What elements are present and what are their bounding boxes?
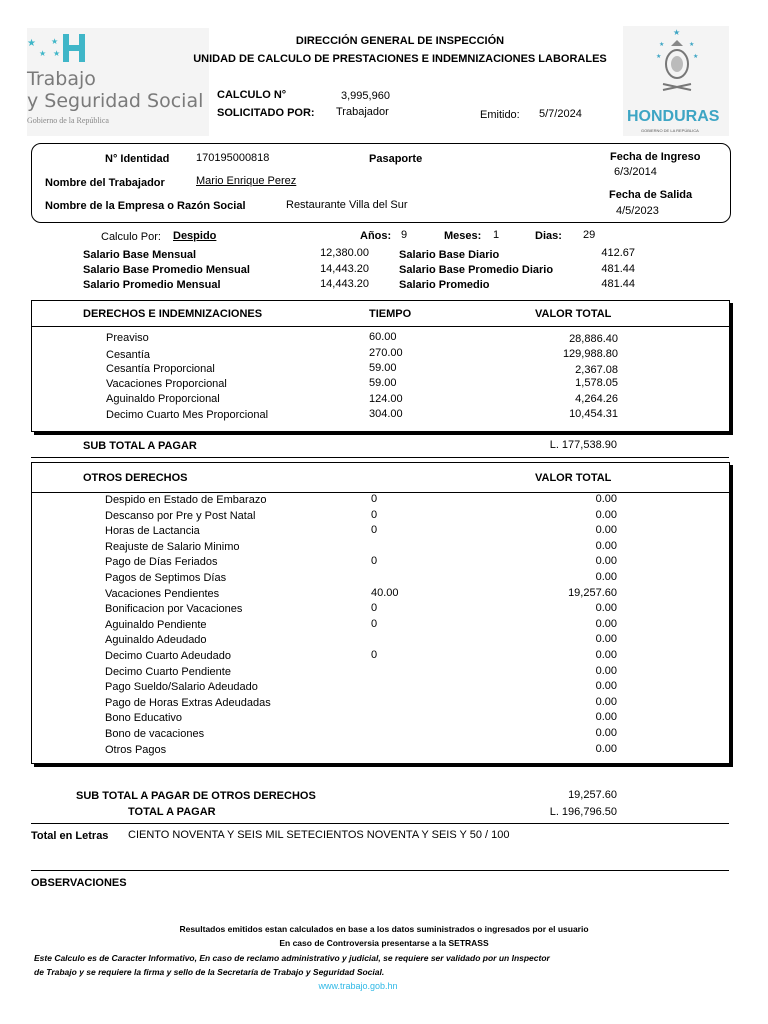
row-valor: 4,264.26 [575,393,618,405]
row-tiempo: 60.00 [369,331,397,343]
otros-row-valor: 19,257.60 [568,587,617,599]
solicitado-label: SOLICITADO POR: [217,107,315,119]
honduras-wordmark: HONDURAS [627,108,720,125]
otros-row-tiempo: 0 [371,602,378,614]
otros-row-valor: 0.00 [595,555,617,567]
letras-label: Total en Letras [31,830,109,842]
nombre-value: Mario Enrique Perez [196,175,297,187]
calculo-por-label: Calculo Por: [101,231,161,243]
doc-title-2: UNIDAD DE CALCULO DE PRESTACIONES E INDEMNIZACIONES LABORALES [193,53,607,65]
calculo-label: CALCULO N° [217,89,287,101]
otros-row-concepto: Descanso por Pre y Post Natal [105,510,256,522]
row-tiempo: 304.00 [369,408,403,420]
footer-line-1: Resultados emitidos estan calculados en base a los datos suministrados o ingresados por el usuario [179,924,589,934]
salida-label: Fecha de Salida [609,189,693,201]
solicitado-value: Trabajador [336,106,389,118]
anos-label: Años: [360,230,392,242]
svg-text:★: ★ [693,54,699,60]
emitido-value: 5/7/2024 [539,108,582,120]
subtotal-value: L. 177,538.90 [549,439,617,451]
otros-row-tiempo: 40.00 [371,587,399,599]
sal-base-prom-mensual-value: 14,443.20 [320,263,369,275]
otros-row-valor: 0.00 [595,665,617,677]
nombre-label: Nombre del Trabajador [45,177,165,189]
otros-row-concepto: Vacaciones Pendientes [105,588,220,600]
total-value: L. 196,796.50 [549,806,617,818]
otros-row-concepto: Pagos de Septimos Días [105,572,227,584]
otros-row-valor: 0.00 [595,680,617,692]
row-valor: 2,367.08 [575,364,618,376]
svg-text:★: ★ [53,49,61,58]
table-row [32,347,729,362]
otros-row-valor: 0.00 [595,711,617,723]
coat-of-arms-icon [653,26,701,94]
sal-base-prom-mensual-label: Salario Base Promedio Mensual [83,264,250,276]
sal-base-diario-label: Salario Base Diario [399,249,500,261]
otros-row-concepto: Bono Educativo [105,712,183,724]
stars-h-icon [27,32,97,68]
row-tiempo: 124.00 [369,393,403,405]
sal-prom-label: Salario Promedio [399,279,490,291]
otros-row-valor: 0.00 [595,509,617,521]
row-concepto: Vacaciones Proporcional [106,378,227,390]
table-row [32,331,729,346]
honduras-sub: GOBIERNO DE LA REPÚBLICA [641,128,699,133]
svg-text:★: ★ [656,54,662,60]
footer-line-4: de Trabajo y se requiere la firma y sello de la Secretaría de Trabajo y Seguridad Social. [34,967,385,977]
otros-row-concepto: Decimo Cuarto Adeudado [105,650,231,662]
empresa-label: Nombre de la Empresa o Razón Social [45,200,246,212]
otros-row-concepto: Pago Sueldo/Salario Adeudado [105,681,258,693]
otros-row-valor: 0.00 [595,696,617,708]
otros-row-concepto: Aguinaldo Adeudado [105,634,207,646]
otros-row-concepto: Pago de Días Feriados [105,556,218,568]
meses-value: 1 [493,229,500,241]
emitido-label: Emitido: [480,109,520,121]
sal-base-diario-value: 412.67 [601,247,635,259]
row-tiempo: 59.00 [369,362,397,374]
table-row [32,393,729,408]
otros-row-concepto: Decimo Cuarto Pendiente [105,666,231,678]
pasaporte-label: Pasaporte [369,153,423,165]
otros-row-concepto: Aguinaldo Pendiente [105,619,207,631]
empresa-value: Restaurante Villa del Sur [286,199,408,211]
brand-line2: y Seguridad Social [27,90,204,112]
table-row [32,362,729,377]
salida-value: 4/5/2023 [616,205,659,217]
row-valor: 10,454.31 [569,408,618,420]
otros-row-valor: 0.00 [595,571,617,583]
meses-label: Meses: [444,230,482,242]
derechos-col-concepto: DERECHOS E INDEMNIZACIONES [83,308,263,320]
id-value: 170195000818 [196,152,270,164]
sal-base-mensual-label: Salario Base Mensual [83,249,197,261]
otros-row-valor: 0.00 [595,493,617,505]
otros-row-valor: 0.00 [595,602,617,614]
svg-text:★: ★ [39,49,47,58]
calculo-value: 3,995,960 [341,90,390,102]
derechos-col-valor: VALOR TOTAL [535,308,612,320]
subtotal-otros-value: 19,257.60 [568,789,617,801]
trabajo-logo [27,28,209,136]
row-tiempo: 59.00 [369,377,397,389]
otros-row-tiempo: 0 [371,509,378,521]
otros-row-concepto: Despido en Estado de Embarazo [105,494,267,506]
sal-prom-value: 481.44 [601,278,635,290]
sal-prom-mensual-label: Salario Promedio Mensual [83,279,221,291]
otros-row-tiempo: 0 [371,649,378,661]
table-row [32,377,729,392]
honduras-logo [623,26,729,136]
website-link[interactable]: www.trabajo.gob.hn [318,981,398,991]
row-valor: 1,578.05 [575,377,618,389]
derechos-table [31,300,730,432]
doc-title-1: DIRECCIÓN GENERAL DE INSPECCIÓN [295,35,505,47]
otros-row-concepto: Reajuste de Salario Minimo [105,541,240,553]
otros-row-valor: 0.00 [595,727,617,739]
row-valor: 129,988.80 [562,348,618,360]
otros-row-concepto: Bono de vacaciones [105,728,205,740]
row-concepto: Preaviso [106,332,149,344]
otros-row-valor: 0.00 [595,540,617,552]
observaciones-label: OBSERVACIONES [31,877,127,889]
footer-line-2: En caso de Controversia presentarse a la SETRASS [279,938,489,948]
subtotal-label: SUB TOTAL A PAGAR [83,440,197,452]
row-concepto: Cesantía Proporcional [106,363,215,375]
row-concepto: Decimo Cuarto Mes Proporcional [106,409,269,421]
letras-value: CIENTO NOVENTA Y SEIS MIL SETECIENTOS NOVENTA Y SEIS Y 50 / 100 [128,829,510,841]
subtotal-otros-label: SUB TOTAL A PAGAR DE OTROS DERECHOS [76,790,316,802]
svg-text:★: ★ [689,42,695,48]
dias-label: Dias: [535,230,562,242]
id-label: N° Identidad [105,153,170,165]
calculo-por-value: Despido [173,230,217,242]
otros-row-concepto: Horas de Lactancia [105,525,200,537]
otros-col-concepto: OTROS DERECHOS [83,472,188,484]
row-concepto: Cesantía [106,349,151,361]
sal-base-prom-diario-label: Salario Base Promedio Diario [399,264,554,276]
row-concepto: Aguinaldo Proporcional [106,393,220,405]
otros-row-concepto: Otros Pagos [105,744,167,756]
otros-col-valor: VALOR TOTAL [535,472,612,484]
sal-prom-mensual-value: 14,443.20 [320,278,369,290]
otros-row-tiempo: 0 [371,555,378,567]
ingreso-label: Fecha de Ingreso [610,151,701,163]
otros-row-tiempo: 0 [371,618,378,630]
otros-row-valor: 0.00 [595,524,617,536]
row-valor: 28,886.40 [569,333,618,345]
otros-row-tiempo: 0 [371,493,378,505]
row-tiempo: 270.00 [369,347,403,359]
brand-sub: Gobierno de la República [27,116,109,125]
sal-base-mensual-value: 12,380.00 [320,247,369,259]
ingreso-value: 6/3/2014 [614,166,657,178]
total-label: TOTAL A PAGAR [128,806,216,818]
brand-line1: Trabajo [27,68,96,90]
svg-text:★: ★ [27,38,36,49]
derechos-col-tiempo: TIEMPO [369,308,412,320]
anos-value: 9 [401,229,408,241]
table-row [32,408,729,423]
otros-row-valor: 0.00 [595,649,617,661]
otros-row-valor: 0.00 [595,743,617,755]
svg-text:★: ★ [51,37,59,46]
footer-line-3: Este Calculo es de Caracter Informativo, En caso de reclamo administrativo y judicial, se requiere ser validado por un Inspector [34,953,550,963]
sal-base-prom-diario-value: 481.44 [601,263,635,275]
dias-value: 29 [583,229,596,241]
otros-row-tiempo: 0 [371,524,378,536]
svg-text:★: ★ [659,42,665,48]
otros-row-concepto: Pago de Horas Extras Adeudadas [105,697,271,709]
otros-row-valor: 0.00 [595,618,617,630]
svg-text:★: ★ [673,28,681,37]
otros-row-valor: 0.00 [595,633,617,645]
otros-row-concepto: Bonificacion por Vacaciones [105,603,243,615]
